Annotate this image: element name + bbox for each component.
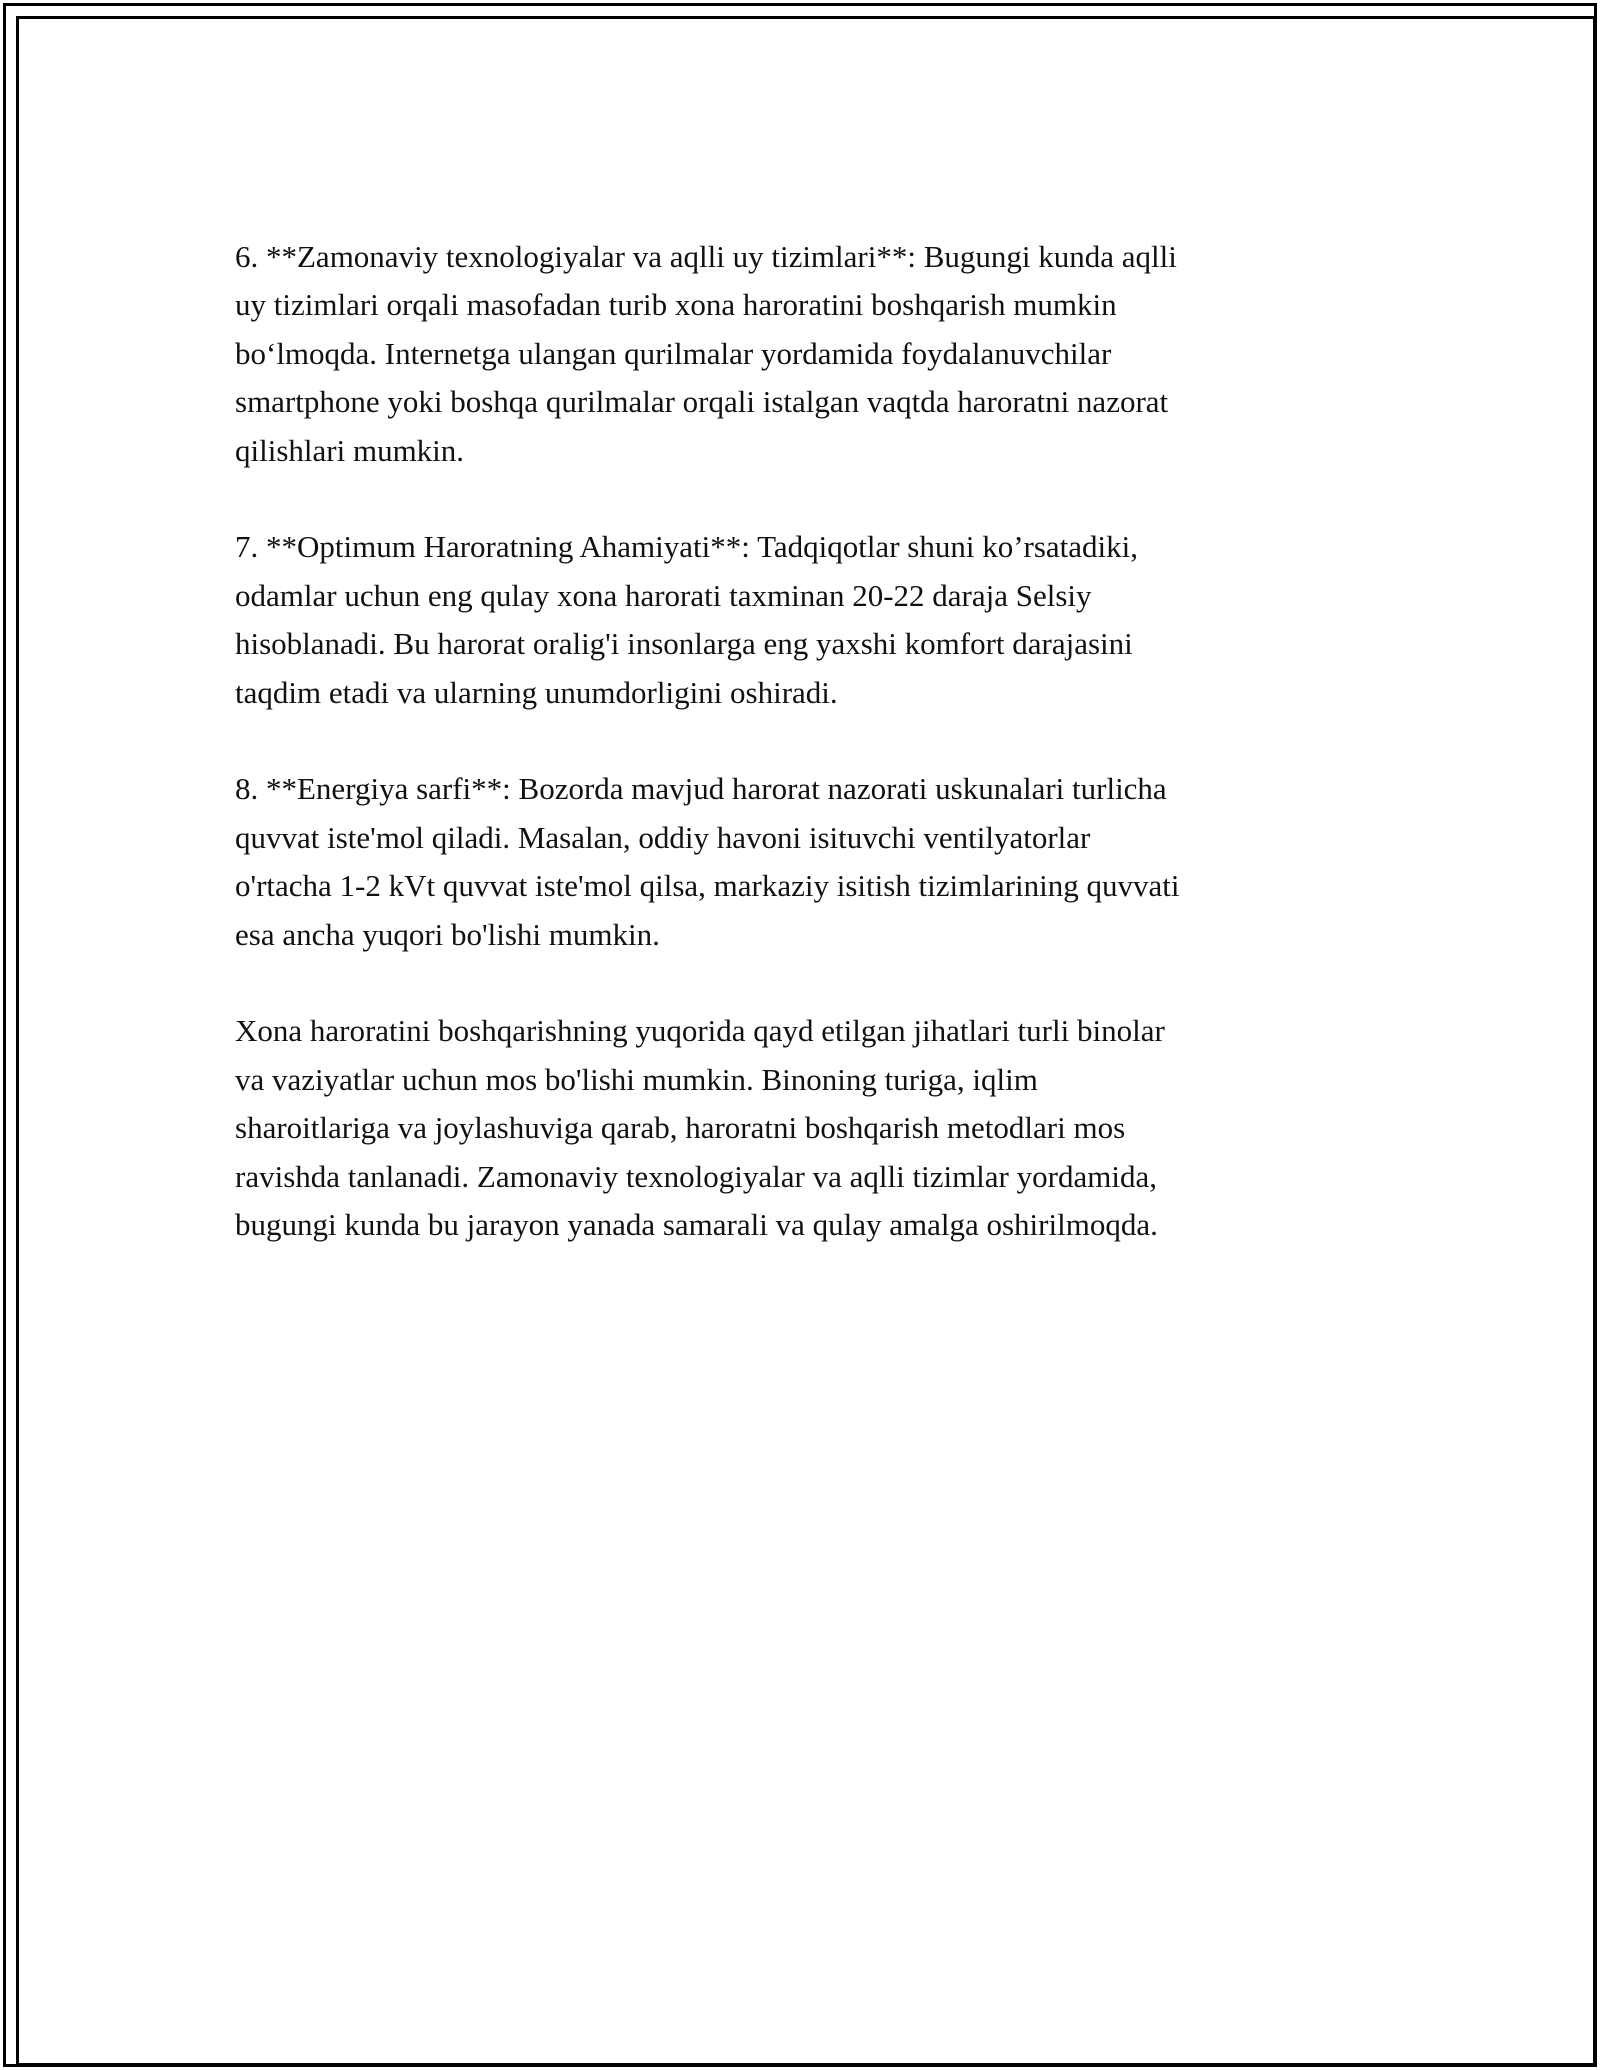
text-line: sharoitlariga va joylashuviga qarab, haroratni boshqarish metodlari mos	[235, 1110, 1126, 1146]
text-line: esa ancha yuqori bo'lishi mumkin.	[235, 916, 660, 952]
text-line: 6. **Zamonaviy texnologiyalar va aqlli uy tizimlari**: Bugungi kunda aqlli	[235, 239, 1177, 274]
text-line: quvvat iste'mol qiladi. Masalan, oddiy havoni isituvchi ventilyatorlar	[235, 819, 1091, 855]
text-line: odamlar uchun eng qulay xona harorati taxminan 20-22 daraja Selsiy	[235, 577, 1092, 613]
text-line: bo‘lmoqda. Internetga ulangan qurilmalar yordamida foydalanuvchilar	[235, 335, 1112, 371]
paragraph-optimum-temperature	[235, 523, 1375, 717]
text-line: qilishlari mumkin.	[235, 432, 465, 468]
document-body	[235, 233, 1375, 1249]
text-line: taqdim etadi va ularning unumdorligini oshiradi.	[235, 674, 838, 710]
text-line: o'rtacha 1-2 kVt quvvat iste'mol qilsa, markaziy isitish tizimlarining quvvati	[235, 868, 1180, 904]
text-line: hisoblanadi. Bu harorat oralig'i insonlarga eng yaxshi komfort darajasini	[235, 626, 1133, 662]
paragraph-smart-home	[235, 233, 1375, 475]
text-line: Xona haroratini boshqarishning yuqorida qayd etilgan jihatlari turli binolar	[235, 1013, 1165, 1049]
paragraph-energy-consumption	[235, 765, 1375, 959]
text-line: 7. **Optimum Haroratning Ahamiyati**: Tadqiqotlar shuni ko’rsatadiki,	[235, 529, 1139, 565]
text-line: 8. **Energiya sarfi**: Bozorda mavjud harorat nazorati uskunalari turlicha	[235, 771, 1167, 807]
text-line: bugungi kunda bu jarayon yanada samarali va qulay amalga oshirilmoqda.	[235, 1207, 1158, 1243]
text-line: va vaziyatlar uchun mos bo'lishi mumkin. Binoning turiga, iqlim	[235, 1061, 1038, 1097]
text-line: smartphone yoki boshqa qurilmalar orqali istalgan vaqtda haroratni nazorat	[235, 384, 1169, 420]
text-line: uy tizimlari orqali masofadan turib xona haroratini boshqarish mumkin	[235, 287, 1117, 323]
paragraph-conclusion	[235, 1007, 1375, 1249]
text-line: ravishda tanlanadi. Zamonaviy texnologiyalar va aqlli tizimlar yordamida,	[235, 1158, 1157, 1194]
